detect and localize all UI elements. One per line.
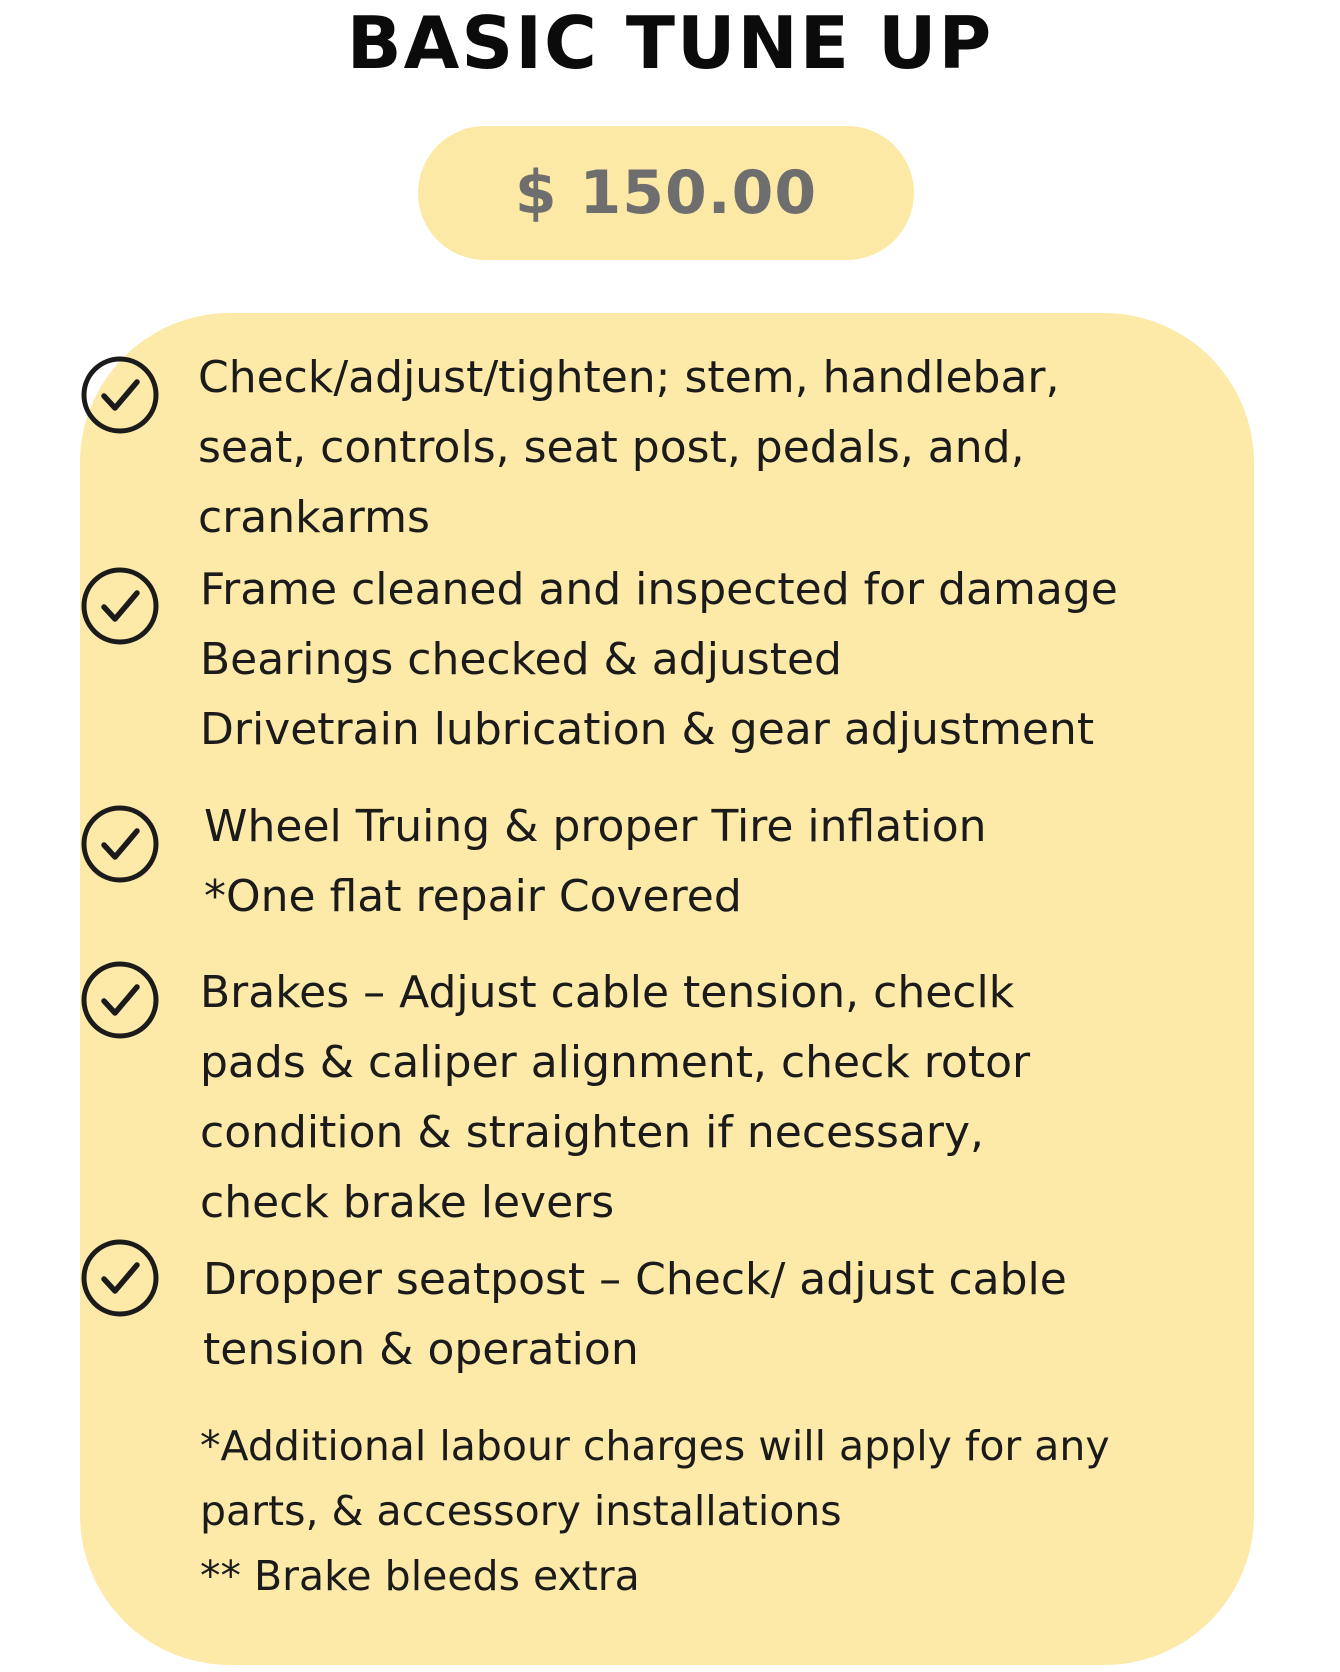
- price-label: $ 150.00: [514, 158, 818, 228]
- check-circle-icon: [80, 1238, 160, 1318]
- list-item: [203, 1245, 1067, 1385]
- item-line: Wheel Truing & proper Tire inflation: [204, 801, 987, 852]
- item-line: Dropper seatpost – Check/ adjust cable: [203, 1254, 1067, 1305]
- footnote-line: parts, & accessory installations: [200, 1487, 842, 1535]
- item-line: tension & operation: [203, 1324, 639, 1375]
- item-line: Bearings checked & adjusted: [200, 634, 842, 685]
- item-line: seat, controls, seat post, pedals, and,: [198, 422, 1025, 473]
- item-line: Drivetrain lubrication & gear adjustment: [200, 704, 1095, 755]
- item-line: *One flat repair Covered: [204, 871, 742, 922]
- price-badge: [418, 126, 914, 260]
- item-line: Check/adjust/tighten; stem, handlebar,: [198, 352, 1060, 403]
- footnote-line: ** Brake bleeds extra: [200, 1552, 640, 1600]
- item-line: crankarms: [198, 492, 430, 543]
- list-item: [200, 555, 1118, 765]
- list-item: [200, 958, 1030, 1238]
- list-item: [204, 792, 987, 932]
- check-circle-icon: [80, 566, 160, 646]
- check-circle-icon: [80, 355, 160, 435]
- check-circle-icon: [80, 960, 160, 1040]
- item-line: Frame cleaned and inspected for damage: [200, 564, 1118, 615]
- page-title: BASIC TUNE UP: [346, 1, 994, 85]
- list-item: [198, 343, 1060, 553]
- item-line: Brakes – Adjust cable tension, checlk: [200, 967, 1015, 1018]
- footnote-line: *Additional labour charges will apply for any: [200, 1422, 1110, 1470]
- item-line: pads & caliper alignment, check rotor: [200, 1037, 1031, 1088]
- footnotes: [200, 1414, 1110, 1609]
- item-line: check brake levers: [200, 1177, 615, 1228]
- check-circle-icon: [80, 804, 160, 884]
- item-line: condition & straighten if necessary,: [200, 1107, 985, 1158]
